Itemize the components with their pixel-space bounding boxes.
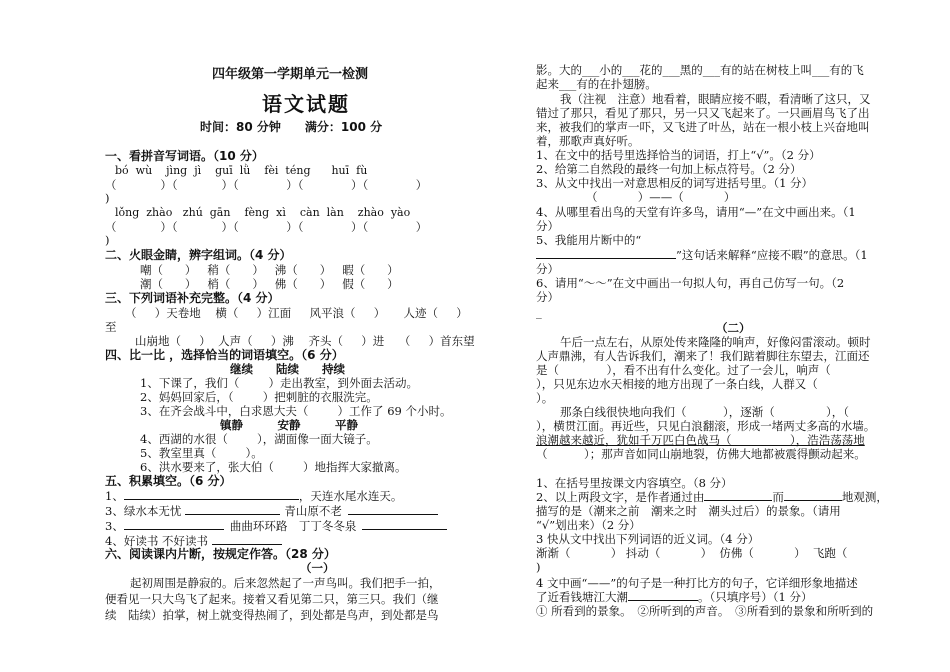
r-question-6[interactable]: 6、请用“～～”在文中画出一句拟人句，再自己仿写一句。（2 — [536, 276, 845, 290]
exam-title: 语文试题 — [262, 92, 350, 116]
r2-question-4[interactable]: 4 文中画“——”的句子是一种打比方的句子，它详细形象地描述 — [536, 576, 858, 590]
blank[interactable] — [185, 504, 280, 515]
blank[interactable] — [536, 248, 676, 259]
r-question-2[interactable]: 2、给第二自然段的最终一句加上标点符号。（2 分） — [536, 162, 802, 176]
passage-cont-5: 来，被我们的掌声一吓，又飞进了叶丛，站在一根小枝上兴奋地叫 — [536, 120, 870, 134]
boxes-wrap-1: ) — [105, 191, 110, 205]
r2-q4c-text: 。（只填序号）（1 分） — [698, 590, 813, 604]
r2-question-3c: ) — [536, 560, 541, 574]
s4-question-3[interactable]: 3、在齐会战斗中，白求恩大夫（ ）工作了 69 个小时。 — [140, 404, 452, 418]
s5-line-4[interactable] — [105, 534, 282, 548]
r-question-5-line[interactable] — [536, 248, 868, 262]
section-5-heading: 五、积累填空。（6 分） — [105, 474, 232, 488]
section-4-heading: 四、比一比 ，选择恰当的词语填空。（6 分） — [105, 348, 344, 362]
passage2-line-8[interactable]: 浪潮越来越近，犹如千万匹白色战马（ ），浩浩荡荡地 — [536, 433, 865, 447]
r-question-1[interactable]: 1、在文中的括号里选择恰当的词语，打上“√”。（2 分） — [536, 148, 821, 162]
passage-line-2: 便看见一只大鸟飞了起来。接着又看见第二只，第三只。我们（继 — [105, 592, 439, 606]
s4-question-2[interactable]: 2、妈妈回家后，（ ）把刺脏的衣服洗完。 — [140, 390, 378, 404]
r2-question-1[interactable]: 1、在括号里按课文内容填空。（8 分） — [536, 476, 733, 490]
r2-q4b-text: 了近看钱塘江大潮 — [536, 590, 628, 604]
s4-question-5[interactable]: 5、教室里真（ ）。 — [140, 446, 263, 460]
s5-line-2[interactable] — [105, 504, 438, 518]
s5-line-1[interactable] — [105, 489, 402, 503]
s5-line-3[interactable] — [105, 519, 447, 533]
word-choices-2: 镇静 安静 平静 — [220, 418, 358, 432]
section-6-heading: 六、阅读课内片断，按规定作答。（28 分） — [105, 547, 336, 561]
passage-line-3: 续 陆续）拍掌，树上就变得热闹了，到处都是鸟声，到处都是鸟 — [105, 608, 439, 622]
passage2-line-6[interactable]: 那条白线很快地向我们（ ），逐渐（ ），（ — [560, 405, 849, 419]
r-question-6-cont: 分） — [536, 290, 559, 304]
word-choices-1: 继续 陆续 持续 — [230, 362, 345, 376]
answer-boxes-row-2[interactable]: （ ）（ ）（ ）（ ）（ ） — [105, 220, 428, 234]
idiom-wrap: 至 — [105, 320, 117, 334]
r-question-3[interactable]: 3、从文中找出一对意思相反的词写进括号里。（1 分） — [536, 176, 814, 190]
passage-cont-2: 起来___有的在扑翅膀。 — [536, 77, 657, 91]
r-question-5-mid: ”这句话来解释“应接不暇”的意思。（1 — [676, 248, 868, 262]
blank[interactable] — [628, 590, 698, 601]
s5-q3-num: 3、 — [105, 519, 124, 533]
exam-subtitle: 四年级第一学期单元一检测 — [212, 67, 369, 82]
blank[interactable] — [704, 490, 772, 501]
s5-q2-text-b: 青山原不老 — [284, 504, 342, 518]
r2-q2-text: 2、以上两段文字，是作者通过由 — [536, 490, 705, 504]
exam-info: 时间：80 分钟 满分：100 分 — [200, 120, 383, 134]
s4-question-4[interactable]: 4、西湖的水很（ ），湖面像一面大镜子。 — [140, 432, 378, 446]
s5-q1-text: ，天连水尾水连天。 — [298, 489, 403, 503]
passage-part-2: （二） — [716, 321, 751, 335]
passage2-line-7: ），横贯江面。再近些，只见白浪翻滚，形成一堵两丈多高的水墙。 — [536, 419, 876, 433]
pinyin-row-2: lǒng zhào zhú gān fèng xì càn làn zhào yào — [115, 206, 411, 219]
boxes-wrap-2: ) — [105, 233, 110, 247]
s5-q1-num: 1、 — [105, 489, 124, 503]
blank[interactable] — [784, 490, 842, 501]
passage-line-1: 起初周围是静寂的。后来忽然起了一声鸟叫。我们把手一拍， — [130, 576, 441, 590]
r-question-4-cont: 分） — [536, 219, 559, 233]
passage2-line-5: ）。 — [536, 391, 554, 405]
section-2-heading: 二、火眼金睛，辨字组词。（4 分） — [105, 248, 292, 262]
idiom-row-2[interactable]: 山崩地（ ） 人声（ ）沸 齐头（ ）进 （ ）首东望 — [135, 334, 475, 348]
blank[interactable] — [362, 519, 447, 530]
s5-q2-text: 3、绿水本无忧 — [105, 504, 182, 518]
passage2-line-9[interactable]: （ ）；那声音如同山崩地裂，仿佛大地都被震得颤动起来。 — [536, 447, 866, 461]
r2-question-3b[interactable]: 渐渐（ ） 抖动（ ） 仿佛（ ） 飞跑（ — [536, 546, 848, 560]
r-question-5[interactable]: 5、我能用片断中的“ — [536, 233, 642, 247]
idiom-row-1[interactable]: （ ）天卷地 横（ ）江面 风平浪（ ） 人迹（ ） — [125, 306, 468, 320]
passage2-line-4[interactable]: ），只见东边水天相接的地方出现了一条白线，人群又（ — [536, 377, 818, 391]
r-question-3-answer[interactable]: （ ）——（ ） — [586, 190, 736, 204]
passage-part-1: （一） — [300, 561, 335, 575]
section-3-heading: 三、下列词语补充完整。（4 分） — [105, 291, 280, 305]
r2-question-4d[interactable]: ① 所看到的景象。 ②所听到的声音。 ③所看到的景象和所听到的 — [536, 604, 874, 618]
char-row-1[interactable]: 嘲（ ） 稍（ ） 沸（ ） 暇（ ） — [140, 263, 399, 277]
passage-cont-1: 影。大的___小的___花的___黑的___有的站在树枝上叫___有的飞 — [536, 63, 864, 77]
pinyin-row-1: bó wù jìng jì guī lǜ fèi téng huī fù — [115, 164, 368, 177]
char-row-2[interactable]: 潮（ ） 梢（ ） 佛（ ） 假（ ） — [140, 277, 399, 291]
passage-cont-6: 着，那歌声真好听。 — [536, 134, 640, 148]
r2-question-3[interactable]: 3 快从文中找出下列词语的近义词。（4 分） — [536, 532, 760, 546]
passage-cont-3: 我（注视 注意）地看着，眼睛应接不暇，看清晰了这只，又 — [560, 92, 871, 106]
s4-question-1[interactable]: 1、下课了，我们（ ）走出教室，到外面去活动。 — [140, 376, 419, 390]
r2-q2-mid: 而 — [772, 490, 784, 504]
r-question-5-cont: 分） — [536, 262, 559, 276]
s5-q4-text: 4、好读书 不好读书 — [105, 534, 208, 548]
r2-question-2[interactable] — [536, 490, 888, 504]
blank[interactable] — [124, 519, 224, 530]
blank[interactable] — [124, 489, 299, 500]
passage2-line-1: 午后一点左右，从原处传来隆隆的响声，好像闷雷滚动。顿时 — [560, 335, 871, 349]
s4-question-6[interactable]: 6、洪水要来了，张大伯（ ）地指挥大家撤离。 — [140, 460, 407, 474]
s5-q3-text: 曲曲环环路 丁丁冬冬泉 — [229, 519, 357, 533]
r2-question-2c: “√”划出来）（2 分） — [536, 518, 641, 532]
passage-cont-4: 错过了那只，看见了那只，另一只又飞起来了。一只画眉鸟飞了出 — [536, 106, 870, 120]
r2-question-2b[interactable]: 描写的是（潮来之前 潮来之时 潮头过后）的景象。（请用 — [536, 504, 841, 518]
passage2-line-2: 人声鼎沸，有人告诉我们，潮来了！我们踮着脚往东望去，江面还 — [536, 349, 870, 363]
blank[interactable] — [348, 504, 438, 515]
answer-boxes-row-1[interactable]: （ ）（ ）（ ）（ ）（ ） — [105, 178, 428, 192]
r2-question-4b[interactable] — [536, 590, 812, 604]
passage2-line-3[interactable]: 是（ ），看不出有什么变化。过了一会儿，响声（ — [536, 363, 831, 377]
r2-q2-end: 地观测， — [841, 490, 888, 504]
section-1-heading: 一、看拼音写词语。（10 分） — [105, 149, 264, 163]
answer-dash: _ — [536, 305, 542, 319]
r-question-4[interactable]: 4、从哪里看出鸟的天堂有许多鸟，请用“—”在文中画出来。（1 — [536, 205, 856, 219]
blank[interactable] — [212, 534, 282, 545]
